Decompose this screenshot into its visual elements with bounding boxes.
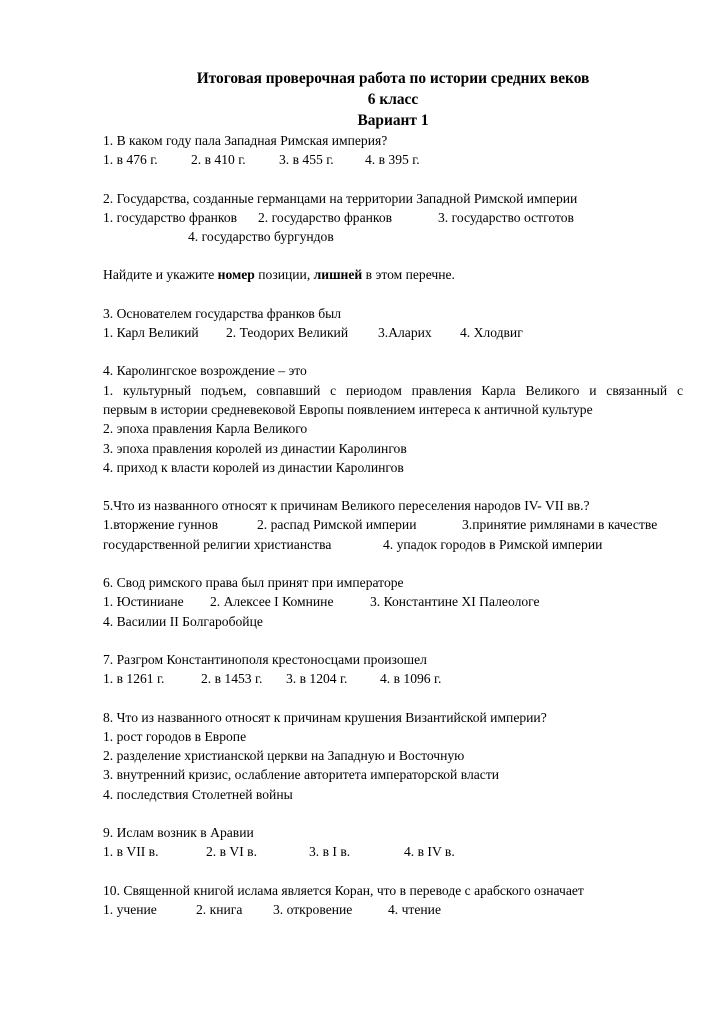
q9-option-2: 2. в VI в. (206, 844, 257, 860)
question-5: 5.Что из названного относят к причинам Великого переселения народов IV- VII вв.? (103, 498, 590, 514)
instruction-part-1: Найдите и укажите (103, 267, 218, 283)
question-1-options (103, 150, 683, 169)
question-1: 1. В каком году пала Западная Римская империя? (103, 133, 388, 148)
q4-option-1-line-1: 1. культурный подъем, совпавший с периодом правления Карла Великого и связанный с (103, 382, 683, 398)
q9-option-3: 3. в I в. (309, 844, 351, 860)
q4-option-4: 4. приход к власти королей из династии Каролингов (103, 459, 404, 475)
question-6: 6. Свод римского права был принят при императоре (103, 575, 404, 591)
q5-option-3-line-2: государственной религии христианства (103, 536, 332, 552)
q8-option-3: 3. внутренний кризис, ослабление авторитета императорской власти (103, 767, 500, 783)
q10-option-1: 1. учение (103, 901, 157, 917)
q2-option-3: 3. государство остготов (438, 209, 574, 225)
question-2-options (103, 208, 683, 227)
q6-option-1: 1. Юстиниане (103, 594, 184, 610)
q3-option-3: 3.Аларих (378, 325, 432, 341)
question-2: 2. Государства, созданные германцами на территории Западной Римской империи (103, 190, 578, 206)
worksheet-title: Итоговая проверочная работа по истории средних веков (196, 70, 590, 87)
q6-option-3: 3. Константине XI Палеологе (370, 594, 540, 610)
q9-option-1: 1. в VII в. (103, 844, 159, 860)
q1-option-2: 2. в 410 г. (191, 152, 246, 168)
question-10-options (103, 900, 683, 919)
q6-option-2: 2. Алексее I Комнине (210, 594, 334, 610)
question-5-options-line-1 (103, 515, 683, 534)
instruction-text (103, 265, 683, 284)
q9-option-4: 4. в IV в. (404, 844, 455, 860)
q7-option-1: 1. в 1261 г. (103, 671, 165, 687)
q2-option-1: 1. государство франков (103, 209, 238, 225)
q1-option-3: 3. в 455 г. (279, 152, 334, 168)
question-3-options (103, 323, 683, 342)
q6-option-4: 4. Василии II Болгаробойце (103, 613, 263, 629)
question-5-options-line-2 (103, 535, 683, 554)
q1-option-1: 1. в 476 г. (103, 152, 158, 168)
question-9-options (103, 842, 683, 861)
instruction-bold-number: номер (217, 267, 255, 283)
question-8: 8. Что из названного относят к причинам крушения Византийской империи? (103, 709, 547, 725)
question-6-options (103, 592, 683, 611)
q5-option-1: 1.вторжение гуннов (103, 517, 218, 533)
q7-option-2: 2. в 1453 г. (201, 671, 263, 687)
q7-option-4: 4. в 1096 г. (380, 671, 442, 687)
q8-option-4: 4. последствия Столетней войны (103, 786, 293, 802)
grade-label: 6 класс (367, 91, 419, 108)
q2-option-4: 4. государство бургундов (188, 229, 334, 245)
q3-option-2: 2. Теодорих Великий (226, 325, 349, 341)
q3-option-1: 1. Карл Великий (103, 325, 199, 341)
q5-option-3-line-1: 3.принятие римлянами в качестве (462, 517, 658, 533)
q4-option-2: 2. эпоха правления Карла Великого (103, 421, 308, 437)
question-7-options (103, 669, 683, 688)
q10-option-3: 3. откровение (273, 901, 353, 917)
q7-option-3: 3. в 1204 г. (286, 671, 348, 687)
variant-label: Вариант 1 (357, 112, 429, 129)
question-9: 9. Ислам возник в Аравии (103, 825, 254, 841)
question-10: 10. Священной книгой ислама является Коран, что в переводе с арабского означает (103, 882, 584, 898)
q1-option-4: 4. в 395 г. (365, 152, 420, 168)
instruction-part-3: в этом перечне. (362, 267, 455, 283)
question-7: 7. Разгром Константинополя крестоносцами произошел (103, 651, 427, 667)
worksheet-page (103, 68, 683, 919)
q10-option-2: 2. книга (196, 901, 243, 917)
instruction-bold-extra: лишней (313, 267, 363, 283)
instruction-part-2: позиции, (254, 267, 314, 283)
q5-option-2: 2. распад Римской империи (257, 517, 417, 533)
q10-option-4: 4. чтение (388, 901, 441, 917)
q3-option-4: 4. Хлодвиг (460, 325, 523, 341)
q2-option-2: 2. государство франков (258, 209, 393, 225)
question-3: 3. Основателем государства франков был (103, 305, 342, 321)
q8-option-2: 2. разделение христианской церкви на Западную и Восточную (103, 748, 465, 764)
question-4: 4. Каролингское возрождение – это (103, 363, 307, 379)
q4-option-3: 3. эпоха правления королей из династии Каролингов (103, 440, 407, 456)
q5-option-4: 4. упадок городов в Римской империи (383, 536, 603, 552)
q4-option-1-line-2: первым в истории средневековой Европы появлением интереса к античной культуре (103, 401, 593, 417)
q8-option-1: 1. рост городов в Европе (103, 728, 247, 744)
